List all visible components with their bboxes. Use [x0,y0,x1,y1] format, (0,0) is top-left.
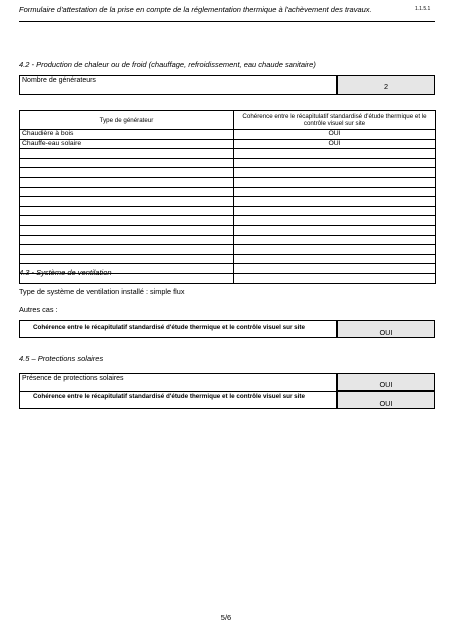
generator-type-cell [20,235,234,245]
solar-coherence-label: Cohérence entre le récapitulatif standardisé d'étude thermique et le contrôle visuel sur site [33,393,305,400]
generator-table-row [20,130,436,140]
generator-type-cell: Chauffe-eau solaire [20,139,234,149]
ventilation-coherence-value: OUI [379,328,393,337]
generator-type-cell [20,225,234,235]
generator-type-cell [20,149,234,159]
generator-type-cell [20,158,234,168]
ventilation-coherence-label-box [19,320,337,338]
generator-count-box [337,75,435,95]
generator-type-cell [20,168,234,178]
solar-coherence-box [337,391,435,409]
generator-type-cell [20,245,234,255]
generator-table-row [20,245,436,255]
other-cases-label: Autres cas : [19,305,58,314]
generator-type-cell [20,197,234,207]
generator-table-row [20,216,436,226]
generator-table-row [20,158,436,168]
generator-table-row [20,187,436,197]
generator-coherence-cell [234,216,436,226]
generator-type-cell: Chaudière à bois [20,130,234,140]
generator-table-row [20,254,436,264]
generator-coherence-cell [234,245,436,255]
generator-table [19,110,436,284]
ventilation-type: Type de système de ventilation installé : simple flux [19,287,185,296]
generator-coherence-cell [234,235,436,245]
section-4-5-title: 4.5 – Protections solaires [19,354,104,363]
generator-type-cell [20,216,234,226]
generator-coherence-cell [234,206,436,216]
generator-count-label-box [19,75,337,95]
col-type-header: Type de générateur [20,111,234,130]
generator-type-cell [20,254,234,264]
page-header-ref: 1.1.5.1 [415,6,431,12]
generator-count-label: Nombre de générateurs [22,77,96,84]
section-4-2-title: 4.2 - Production de chaleur ou de froid (chauffage, refroidissement, eau chaude sanitaire) [19,60,316,69]
generator-type-cell [20,177,234,187]
generator-coherence-cell: OUI [234,130,436,140]
generator-coherence-cell [234,225,436,235]
ventilation-coherence-box [337,320,435,338]
col-coherence-header: Cohérence entre le récapitulatif standardisé d'étude thermique et le contrôle visuel sur site [234,111,436,130]
generator-coherence-cell [234,177,436,187]
generator-coherence-cell [234,187,436,197]
generator-table-row [20,168,436,178]
generator-type-cell [20,206,234,216]
solar-coherence-value: OUI [379,399,393,408]
header-rule [19,21,435,22]
generator-coherence-cell [234,168,436,178]
solar-protection-box [337,373,435,391]
solar-protection-value: OUI [379,380,393,389]
generator-table-row [20,225,436,235]
page-number: 5/6 [220,613,232,622]
generator-table-row [20,149,436,159]
page-header-title: Formulaire d'attestation de la prise en compte de la réglementation thermique à l'achèvement des travaux. [19,5,372,14]
generator-coherence-cell [234,149,436,159]
generator-table-row [20,177,436,187]
generator-coherence-cell [234,273,436,283]
generator-table-header [20,111,436,130]
generator-table-row [20,139,436,149]
generator-coherence-cell [234,264,436,274]
generator-count-value: 2 [383,82,389,91]
solar-coherence-label-box [19,391,337,409]
generator-coherence-cell [234,254,436,264]
section-4-3-title: 4.3 - Système de ventilation [19,268,112,277]
generator-coherence-cell [234,158,436,168]
generator-table-row [20,206,436,216]
ventilation-coherence-label: Cohérence entre le récapitulatif standardisé d'étude thermique et le contrôle visuel sur site [33,324,305,331]
generator-coherence-cell [234,197,436,207]
generator-table-row [20,197,436,207]
generator-table-row [20,235,436,245]
generator-type-cell [20,187,234,197]
solar-protection-label: Présence de protections solaires [22,375,124,382]
generator-coherence-cell: OUI [234,139,436,149]
